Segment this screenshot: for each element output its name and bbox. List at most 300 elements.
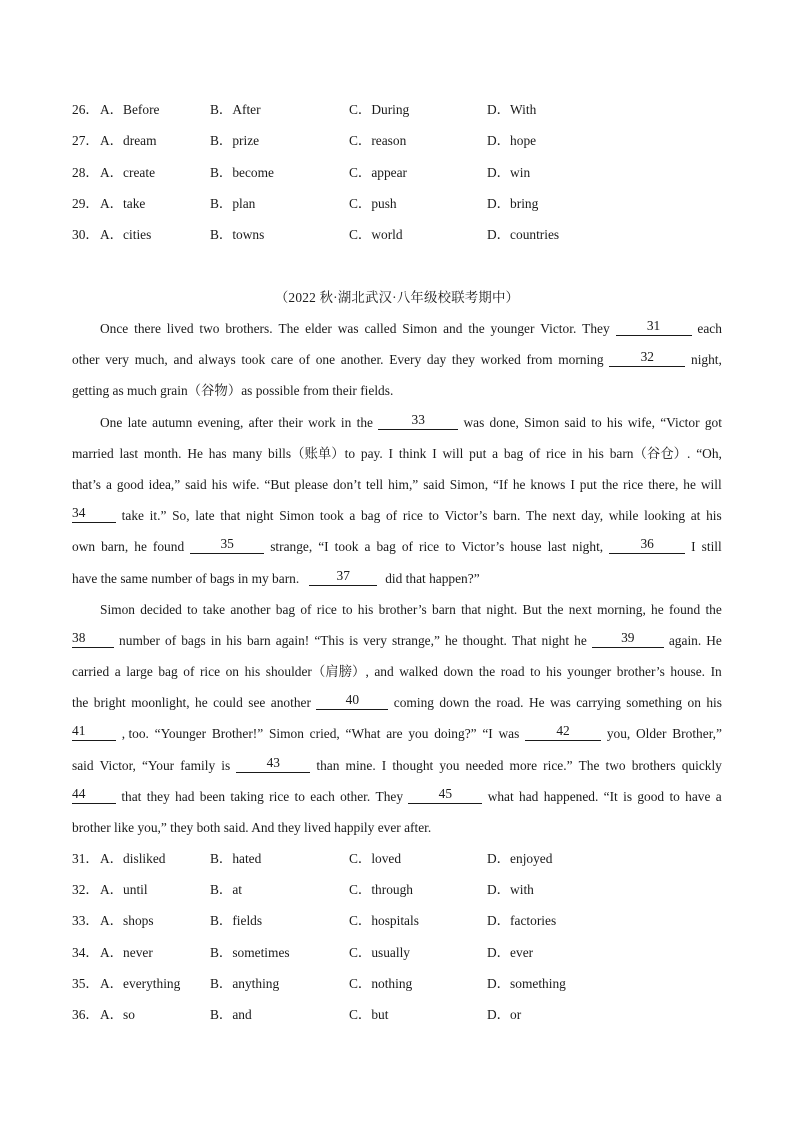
line-word: autumn bbox=[152, 414, 193, 430]
line-word: another. bbox=[340, 352, 384, 368]
line-word: don’t bbox=[333, 476, 362, 492]
blank-33[interactable]: 33 bbox=[378, 411, 458, 430]
line-word: “This bbox=[314, 632, 345, 648]
line-word: he bbox=[512, 476, 526, 492]
line-word: road. bbox=[496, 695, 524, 711]
question-number: 31． bbox=[72, 851, 99, 866]
line-word: They bbox=[582, 321, 610, 336]
line-word: it.” bbox=[149, 508, 167, 524]
line-word: one bbox=[315, 352, 336, 368]
line-word: the bbox=[478, 664, 496, 680]
passage-line bbox=[72, 629, 722, 660]
line-word: his bbox=[606, 414, 623, 430]
question-number: 30． bbox=[72, 227, 99, 242]
line-word: and bbox=[374, 664, 394, 680]
passage-line bbox=[72, 473, 722, 504]
line-word: his bbox=[706, 508, 722, 524]
line-word: took bbox=[319, 508, 344, 524]
passage-line bbox=[72, 379, 722, 410]
line-word: very bbox=[363, 632, 387, 648]
line-word: still bbox=[701, 539, 722, 555]
line-word: in bbox=[571, 445, 583, 461]
line-word: lived bbox=[166, 321, 194, 336]
option-c: C．nothing bbox=[349, 976, 413, 991]
line-word: Older bbox=[636, 726, 667, 742]
line-word: taking bbox=[230, 788, 264, 804]
line-word: barn bbox=[432, 601, 456, 617]
line-word: is bbox=[623, 788, 633, 804]
line-word: I bbox=[432, 445, 437, 461]
line-word: night, bbox=[691, 352, 722, 368]
line-word: bright bbox=[93, 695, 126, 711]
question-number: 32． bbox=[72, 882, 99, 897]
line-word: took bbox=[334, 539, 359, 555]
line-word: he bbox=[444, 632, 458, 648]
option-a: A．dream bbox=[100, 133, 157, 148]
line-word: morning bbox=[558, 352, 604, 368]
line-word: thought. bbox=[462, 632, 507, 648]
line-word: each bbox=[310, 788, 335, 804]
line-word: Victor. bbox=[540, 321, 577, 336]
line-word: of bbox=[529, 445, 541, 461]
line-word: of bbox=[298, 352, 311, 368]
line-word: rice bbox=[418, 539, 440, 555]
line-word: strange, bbox=[270, 539, 313, 555]
line-word: Simon, bbox=[449, 476, 489, 492]
option-d: D．with bbox=[487, 882, 534, 897]
line-word: rice bbox=[546, 445, 567, 461]
line-word: The bbox=[578, 757, 600, 773]
line-word: evening, bbox=[197, 414, 244, 430]
option-c: C．During bbox=[349, 102, 410, 117]
line-word: month. bbox=[143, 445, 182, 461]
line-word: coming bbox=[393, 695, 434, 711]
line-word: on bbox=[225, 664, 239, 680]
line-word: been bbox=[199, 788, 226, 804]
question-number: 27． bbox=[72, 133, 99, 148]
line-word: happened. bbox=[543, 788, 599, 804]
passage-line bbox=[72, 504, 722, 535]
line-word: bag bbox=[360, 508, 381, 524]
line-word: barn（谷仓）. bbox=[609, 445, 691, 461]
passage-line bbox=[72, 598, 722, 629]
line-word: bag bbox=[376, 539, 396, 555]
line-word: he bbox=[195, 695, 208, 711]
cloze-passage bbox=[72, 317, 722, 847]
line-word: from bbox=[526, 352, 553, 368]
line-word: two bbox=[199, 321, 220, 336]
line-word: much, bbox=[134, 352, 168, 368]
option-b: B．plan bbox=[210, 196, 256, 211]
line-word: They bbox=[375, 788, 404, 804]
blank-34[interactable]: 34 bbox=[72, 504, 116, 523]
blank-44[interactable]: 44 bbox=[72, 785, 116, 804]
line-word: night bbox=[246, 508, 274, 524]
passage-line bbox=[72, 816, 722, 847]
line-word: tell bbox=[366, 476, 384, 492]
line-word: number bbox=[119, 632, 160, 648]
blank-45[interactable]: 45 bbox=[408, 785, 482, 804]
option-a: A．shops bbox=[100, 913, 154, 928]
option-d: D．ever bbox=[487, 945, 534, 960]
line-word: idea,” bbox=[148, 476, 181, 492]
line-word: The bbox=[278, 321, 300, 336]
line-word: please bbox=[294, 476, 329, 492]
line-word: to bbox=[187, 601, 198, 617]
line-word: rice bbox=[199, 664, 221, 680]
line-word: said bbox=[564, 414, 586, 430]
line-word: moonlight, bbox=[131, 695, 190, 711]
line-word: last bbox=[547, 539, 567, 555]
line-word: at bbox=[690, 508, 701, 524]
line-word: family bbox=[180, 757, 216, 773]
line-word: barn bbox=[246, 632, 271, 648]
line-word: rice bbox=[316, 601, 337, 617]
line-word: “Younger bbox=[154, 726, 207, 742]
option-b: B．at bbox=[210, 882, 242, 897]
line-word: Victor’s bbox=[461, 539, 505, 555]
question-number: 29． bbox=[72, 196, 99, 211]
line-word: looking bbox=[644, 508, 686, 524]
line-word: a bbox=[105, 476, 112, 492]
line-word: “If bbox=[493, 476, 508, 492]
line-word: his bbox=[211, 476, 228, 492]
line-word: his bbox=[546, 664, 562, 680]
blank-37[interactable]: 37 bbox=[309, 567, 377, 586]
line-word: That bbox=[511, 632, 537, 648]
line-word: road bbox=[500, 664, 525, 680]
blank-41[interactable]: 41 bbox=[72, 722, 116, 741]
blank-36[interactable]: 36 bbox=[609, 535, 685, 554]
line-word: in bbox=[210, 632, 222, 648]
line-word: other bbox=[72, 352, 100, 368]
line-word: Simon bbox=[279, 508, 315, 524]
line-word: that’s bbox=[72, 476, 102, 492]
line-word: than bbox=[316, 757, 340, 773]
line-word: again. bbox=[668, 632, 702, 648]
line-word: care bbox=[270, 352, 294, 368]
line-word: bags bbox=[181, 632, 206, 648]
line-word: elder bbox=[305, 321, 332, 336]
line-word: carrying bbox=[576, 695, 621, 711]
option-a: A．disliked bbox=[100, 851, 166, 866]
option-c: C．hospitals bbox=[349, 913, 419, 928]
line-word: more bbox=[509, 757, 538, 773]
line-word: night, bbox=[572, 539, 604, 555]
line-word: you, bbox=[606, 726, 631, 742]
line-word: that bbox=[461, 601, 482, 617]
line-word: called bbox=[364, 321, 397, 336]
line-word: the bbox=[356, 414, 373, 430]
line-word: brother’s bbox=[616, 664, 665, 680]
line-word: next bbox=[568, 601, 592, 617]
line-word: another bbox=[230, 601, 271, 617]
line-word: Simon bbox=[268, 726, 304, 742]
option-c: C．appear bbox=[349, 165, 408, 180]
line-word: Brother!” bbox=[211, 726, 264, 742]
line-word: they bbox=[146, 788, 170, 804]
line-word: good bbox=[637, 788, 665, 804]
line-word: thought bbox=[392, 757, 434, 773]
line-word: rice bbox=[269, 788, 290, 804]
blank-31[interactable]: 31 bbox=[616, 317, 692, 336]
line-word: “I bbox=[318, 539, 329, 555]
question-number: 33． bbox=[72, 913, 99, 928]
line-word: will bbox=[442, 445, 464, 461]
blank-39[interactable]: 39 bbox=[592, 629, 664, 648]
option-d: D．or bbox=[487, 1007, 522, 1022]
line-word: their bbox=[278, 414, 303, 430]
line-word: rice bbox=[623, 476, 644, 492]
line-word: , too. bbox=[121, 726, 149, 742]
passage-source: （2022 秋·湖北武汉·八年级校联考期中） bbox=[274, 290, 520, 305]
line-word: his bbox=[588, 445, 604, 461]
line-word: He bbox=[187, 445, 203, 461]
line-word: rice.” bbox=[543, 757, 573, 773]
question-number: 34． bbox=[72, 945, 99, 960]
line-word: he bbox=[651, 601, 664, 617]
option-b: B．become bbox=[210, 165, 274, 180]
line-word: shoulder（肩膀）, bbox=[265, 664, 369, 680]
line-word: said bbox=[423, 476, 445, 492]
line-word: He bbox=[528, 695, 545, 711]
line-word: Simon bbox=[100, 601, 135, 617]
line-word: him,” bbox=[388, 476, 419, 492]
passage-line bbox=[72, 348, 722, 379]
line-word: carried bbox=[72, 664, 110, 680]
line-word: barn. bbox=[493, 508, 521, 524]
option-c: C．push bbox=[349, 196, 397, 211]
line-word: needed bbox=[465, 757, 504, 773]
line-word: got bbox=[704, 414, 722, 430]
line-word: of bbox=[183, 664, 195, 680]
line-word: after bbox=[248, 414, 274, 430]
blank-38[interactable]: 38 bbox=[72, 629, 114, 648]
line-word: next bbox=[552, 508, 576, 524]
passage-line bbox=[72, 317, 722, 348]
line-word: knows bbox=[530, 476, 566, 492]
line-word: bag bbox=[275, 601, 296, 617]
line-word: house. bbox=[670, 664, 706, 680]
line-word: you bbox=[439, 757, 460, 773]
line-word: was bbox=[549, 695, 571, 711]
line-word: and bbox=[443, 321, 463, 336]
line-word: a bbox=[364, 539, 371, 555]
line-word: The bbox=[526, 508, 547, 524]
option-d: D．hope bbox=[487, 133, 537, 148]
line-word: bag bbox=[503, 445, 524, 461]
option-a: A．everything bbox=[100, 976, 181, 991]
line-word: and bbox=[173, 352, 193, 368]
passage-line bbox=[72, 754, 722, 785]
option-a: A．never bbox=[100, 945, 153, 960]
line-word: night. bbox=[486, 601, 518, 617]
line-word: younger bbox=[567, 664, 612, 680]
line-word: Victor’s bbox=[444, 508, 488, 524]
line-word: of bbox=[401, 539, 413, 555]
option-d: D．countries bbox=[487, 227, 560, 242]
line-word: Simon bbox=[524, 414, 560, 430]
passage-line bbox=[72, 535, 722, 566]
line-word: bills（账单）to bbox=[268, 445, 356, 461]
passage-line bbox=[72, 442, 722, 473]
line-word: he bbox=[683, 476, 696, 492]
option-a: A．so bbox=[100, 1007, 135, 1022]
line-word: to bbox=[530, 664, 541, 680]
line-word: another bbox=[270, 695, 311, 711]
option-d: D．factories bbox=[487, 913, 557, 928]
line-word: the bbox=[474, 695, 491, 711]
question-number: 36． bbox=[72, 1007, 99, 1022]
line-word: worked bbox=[480, 352, 521, 368]
option-a: A．create bbox=[100, 165, 156, 180]
line-word: are bbox=[386, 726, 403, 742]
line-word: mine. bbox=[345, 757, 376, 773]
line-word: cried, bbox=[309, 726, 340, 742]
passage-line bbox=[72, 722, 722, 753]
line-word: was bbox=[463, 414, 485, 430]
line-text: brother like you,” they both said. And they lived happily ever after. bbox=[72, 820, 432, 835]
option-b: B．sometimes bbox=[210, 945, 290, 960]
line-word: In bbox=[710, 664, 722, 680]
line-word: good bbox=[116, 476, 144, 492]
line-word: to bbox=[669, 788, 680, 804]
option-b: B．After bbox=[210, 102, 261, 117]
line-word: late bbox=[127, 414, 147, 430]
line-word: think bbox=[398, 445, 427, 461]
line-word: to bbox=[294, 788, 305, 804]
line-word: found bbox=[668, 601, 701, 617]
option-c: C．loved bbox=[349, 851, 402, 866]
line-word: brothers bbox=[631, 757, 676, 773]
line-word: a bbox=[114, 664, 121, 680]
line-word: had bbox=[175, 788, 195, 804]
line-word: night bbox=[541, 632, 570, 648]
option-c: C．usually bbox=[349, 945, 411, 960]
line-word: again! bbox=[275, 632, 310, 648]
option-b: B．anything bbox=[210, 976, 280, 991]
line-word: was bbox=[337, 321, 359, 336]
line-word: of bbox=[165, 632, 177, 648]
line-word: down bbox=[439, 695, 470, 711]
line-word: “I bbox=[482, 726, 493, 742]
option-b: B．prize bbox=[210, 133, 260, 148]
line-word: something bbox=[626, 695, 683, 711]
line-word: to bbox=[342, 601, 353, 617]
line-word: will bbox=[700, 476, 722, 492]
line-word: he bbox=[574, 632, 587, 648]
blank-40[interactable]: 40 bbox=[316, 691, 388, 710]
line-word: the bbox=[468, 321, 485, 336]
passage-line bbox=[72, 411, 722, 442]
line-word: his bbox=[244, 664, 261, 680]
line-word: is bbox=[221, 757, 231, 773]
line-word: was bbox=[498, 726, 520, 742]
passage-line bbox=[72, 785, 722, 816]
line-word: a bbox=[349, 508, 356, 524]
line-word: Once bbox=[100, 321, 129, 336]
line-word: his bbox=[226, 632, 242, 648]
line-word: married bbox=[72, 445, 114, 461]
line-word: take bbox=[202, 601, 226, 617]
line-word: many bbox=[232, 445, 263, 461]
line-word: the bbox=[705, 601, 722, 617]
line-word: day, bbox=[581, 508, 604, 524]
line-word: said bbox=[185, 476, 207, 492]
blank-43[interactable]: 43 bbox=[236, 754, 310, 773]
line-word: that bbox=[121, 788, 142, 804]
line-word: I bbox=[388, 445, 394, 461]
line-word: Simon bbox=[402, 321, 438, 336]
option-b: B．hated bbox=[210, 851, 262, 866]
line-word: found bbox=[152, 539, 185, 555]
line-word: always bbox=[198, 352, 236, 368]
option-d: D．bring bbox=[487, 196, 539, 211]
line-word: said bbox=[72, 757, 94, 773]
blank-42[interactable]: 42 bbox=[525, 722, 601, 741]
line-word: took bbox=[241, 352, 266, 368]
line-word: So, bbox=[172, 508, 190, 524]
option-b: B．towns bbox=[210, 227, 265, 242]
line-word: decided bbox=[140, 601, 182, 617]
line-word: I bbox=[570, 476, 575, 492]
line-word: while bbox=[608, 508, 639, 524]
line-word: Brother,” bbox=[672, 726, 722, 742]
line-text: getting as much grain（谷物）as possible from their fields. bbox=[72, 383, 394, 399]
line-word: rice bbox=[402, 508, 423, 524]
line-word: late bbox=[195, 508, 215, 524]
line-word: “But bbox=[264, 476, 290, 492]
option-b: B．fields bbox=[210, 913, 263, 928]
line-word: “Your bbox=[141, 757, 175, 773]
line-word: barn, bbox=[101, 539, 129, 555]
line-word: what bbox=[487, 788, 514, 804]
line-word: brother’s bbox=[378, 601, 427, 617]
blank-35[interactable]: 35 bbox=[190, 535, 264, 554]
line-word: had bbox=[519, 788, 539, 804]
line-word: is bbox=[349, 632, 359, 648]
option-d: D．With bbox=[487, 102, 537, 117]
line-word: other. bbox=[340, 788, 371, 804]
line-word: He bbox=[706, 632, 722, 648]
line-word: put bbox=[579, 476, 597, 492]
line-word: brothers. bbox=[225, 321, 273, 336]
question-number: 35． bbox=[72, 976, 99, 991]
option-d: D．win bbox=[487, 165, 531, 180]
line-word: of bbox=[385, 508, 398, 524]
line-word: on bbox=[687, 695, 701, 711]
line-word: down bbox=[443, 664, 474, 680]
line-word: the bbox=[601, 476, 619, 492]
line-word: take bbox=[121, 508, 144, 524]
line-word: a bbox=[492, 445, 499, 461]
option-d: D．something bbox=[487, 976, 566, 991]
option-d: D．enjoyed bbox=[487, 851, 553, 866]
line-word: they bbox=[451, 352, 475, 368]
line-word: to bbox=[591, 414, 602, 430]
line-word: wife. bbox=[232, 476, 260, 492]
line-word: doing?” bbox=[434, 726, 477, 742]
option-c: C．reason bbox=[349, 133, 407, 148]
option-a: A．cities bbox=[100, 227, 152, 242]
line-word: to bbox=[445, 539, 456, 555]
line-word: his bbox=[357, 601, 374, 617]
option-c: C．through bbox=[349, 882, 413, 897]
blank-32[interactable]: 32 bbox=[609, 348, 685, 367]
passage-line bbox=[72, 660, 722, 691]
line-word: that bbox=[220, 508, 241, 524]
line-word: there bbox=[134, 321, 161, 336]
